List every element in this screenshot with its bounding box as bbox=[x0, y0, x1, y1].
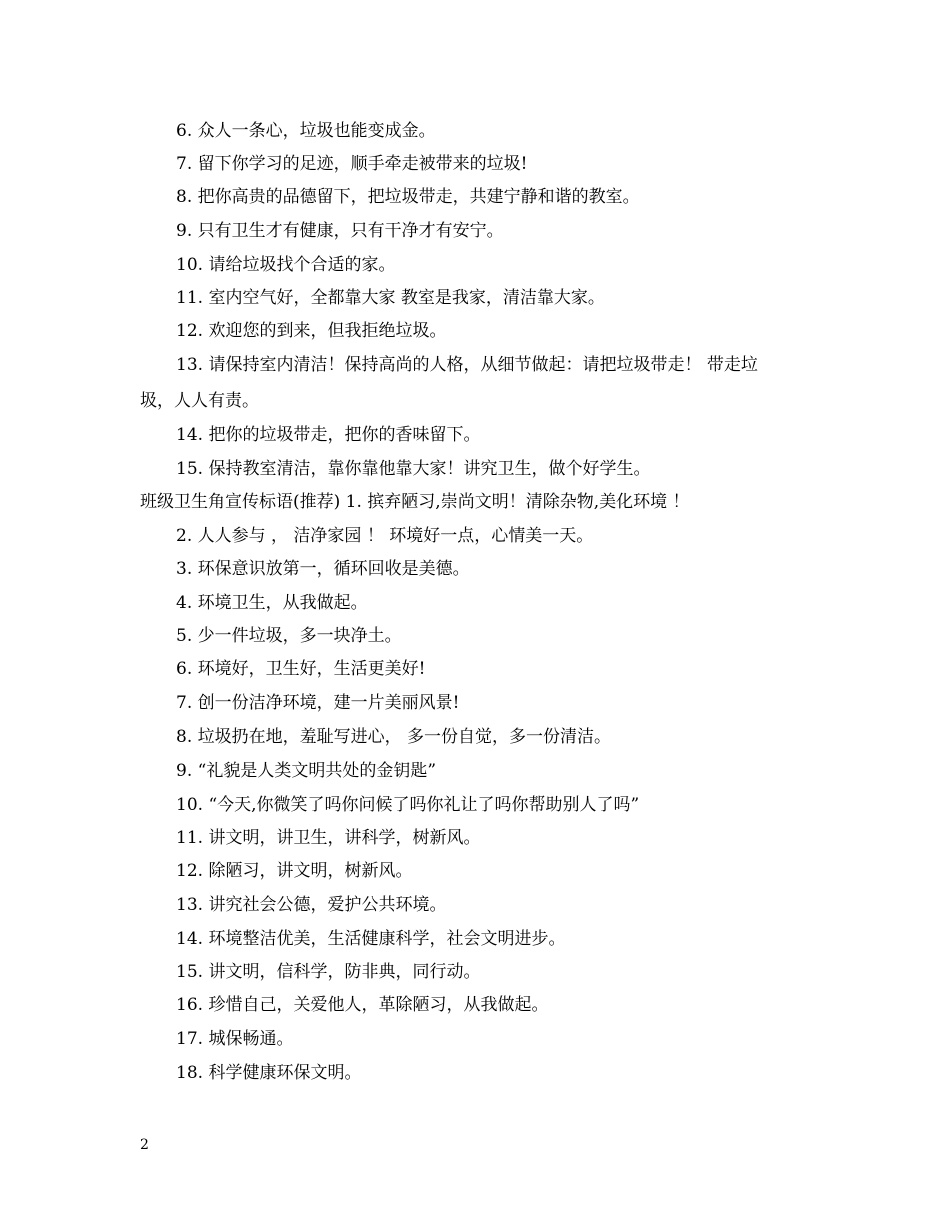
text-line: 18. 科学健康环保文明。 bbox=[176, 1063, 362, 1083]
text-line: 14. 把你的垃圾带走，把你的香味留下。 bbox=[176, 425, 481, 445]
text-line: 13. 请保持室内清洁！保持高尚的人格，从细节做起：请把垃圾带走！ 带走垃 bbox=[176, 355, 758, 375]
text-line: 7. 创一份洁净环境，建一片美丽风景! bbox=[176, 693, 460, 713]
text-line: 9. 只有卫生才有健康，只有干净才有安宁。 bbox=[176, 221, 504, 241]
text-line: 11. 讲文明，讲卫生，讲科学，树新风。 bbox=[176, 828, 481, 848]
text-line: 6. 环境好，卫生好，生活更美好! bbox=[176, 659, 426, 679]
text-line: 8. 把你高贵的品德留下，把垃圾带走，共建宁静和谐的教室。 bbox=[176, 187, 640, 207]
text-line: 15. 保持教室清洁，靠你靠他靠大家！讲究卫生，做个好学生。 bbox=[176, 459, 651, 479]
text-line: 8. 垃圾扔在地，羞耻写进心， 多一份自觉，多一份清洁。 bbox=[176, 727, 612, 747]
text-line: 7. 留下你学习的足迹，顺手牵走被带来的垃圾! bbox=[176, 154, 528, 174]
page-number: 2 bbox=[140, 1137, 149, 1153]
text-line: 13. 讲究社会公德，爱护公共环境。 bbox=[176, 895, 447, 915]
text-line-continuation: 圾，人人有责。 bbox=[140, 391, 259, 411]
text-line: 16. 珍惜自己，关爱他人，革除陋习，从我做起。 bbox=[176, 995, 549, 1015]
text-line: 14. 环境整洁优美，生活健康科学，社会文明进步。 bbox=[176, 929, 566, 949]
text-line: 15. 讲文明，信科学，防非典，同行动。 bbox=[176, 962, 481, 982]
text-line: 12. 除陋习，讲文明，树新风。 bbox=[176, 861, 413, 881]
text-line: 4. 环境卫生，从我做起。 bbox=[176, 593, 368, 613]
text-line: 5. 少一件垃圾，多一块净土。 bbox=[176, 626, 402, 646]
text-line: 10. 请给垃圾找个合适的家。 bbox=[176, 255, 396, 275]
text-line: 2. 人人参与 ， 洁净家园 ！ 环境好一点，心情美一天。 bbox=[176, 526, 594, 546]
section-heading-line: 班级卫生角宣传标语(推荐) 1. 摈弃陋习,崇尚文明！清除杂物,美化环境 ！ bbox=[140, 492, 690, 512]
text-line: 17. 城保畅通。 bbox=[176, 1029, 294, 1049]
text-line: 10. “今天,你微笑了吗你问候了吗你礼让了吗你帮助别人了吗” bbox=[176, 795, 640, 815]
text-line: 12. 欢迎您的到来，但我拒绝垃圾。 bbox=[176, 321, 447, 341]
text-line: 6. 众人一条心，垃圾也能变成金。 bbox=[176, 121, 436, 141]
text-line: 11. 室内空气好，全都靠大家 教室是我家，清洁靠大家。 bbox=[176, 288, 605, 308]
text-line: 3. 环保意识放第一，循环回收是美德。 bbox=[176, 559, 470, 579]
text-line: 9. “礼貌是人类文明共处的金钥匙” bbox=[176, 761, 437, 781]
